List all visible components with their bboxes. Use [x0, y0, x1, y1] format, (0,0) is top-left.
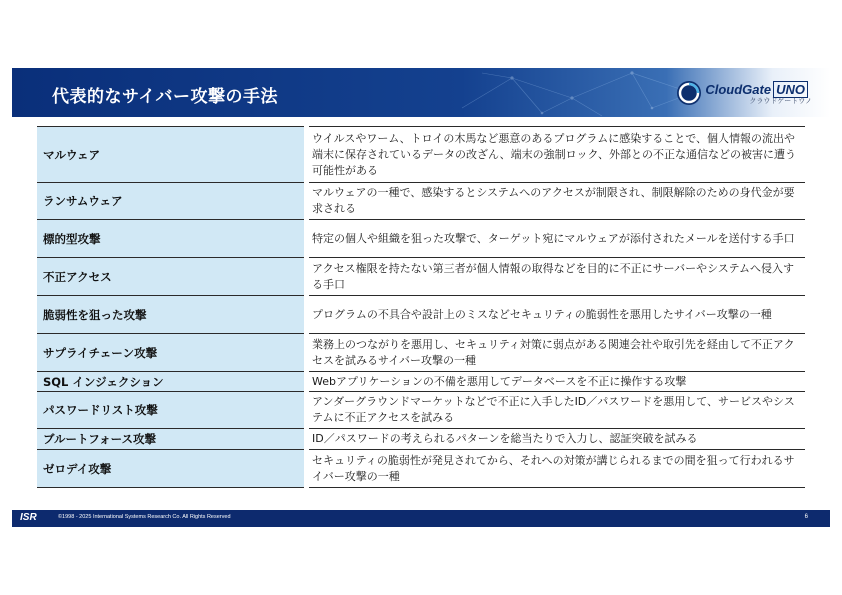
network-decoration-icon [452, 68, 712, 117]
method-description: 特定の個人や組織を狙った攻撃で、ターゲット宛にマルウェアが添付されたメールを送付する手口 [307, 220, 806, 258]
method-name: SQL インジェクション [37, 372, 307, 392]
cloudgate-logo [676, 78, 812, 108]
table-row [37, 450, 805, 488]
cloud-logo-icon [676, 80, 702, 106]
method-description: Webアプリケーションの不備を悪用してデータベースを不正に操作する攻撃 [307, 372, 806, 392]
slide-header [12, 68, 830, 117]
method-description: プログラムの不具合や設計上のミスなどセキュリティの脆弱性を悪用したサイバー攻撃の一種 [307, 296, 806, 334]
table-row [37, 392, 805, 429]
method-description: ID／パスワードの考えられるパターンを総当たりで入力し、認証突破を試みる [307, 429, 806, 450]
table-row [37, 183, 805, 220]
method-name: サプライチェーン攻撃 [37, 334, 307, 372]
method-name: ブルートフォース攻撃 [37, 429, 307, 450]
method-description: マルウェアの一種で、感染するとシステムへのアクセスが制限され、制限解除のための身代金が要求される [307, 183, 806, 220]
logo-uno: UNO [773, 81, 808, 98]
slide-footer [12, 510, 830, 527]
isr-logo: ISR [20, 512, 37, 523]
method-name: ゼロデイ攻撃 [37, 450, 307, 488]
table-row [37, 258, 805, 296]
method-name: 標的型攻撃 [37, 220, 307, 258]
table-row [37, 334, 805, 372]
method-description: アクセス権限を持たない第三者が個人情報の取得などを目的に不正にサーバーやシステムへ侵入する手口 [307, 258, 806, 296]
table-row [37, 429, 805, 450]
table-row [37, 296, 805, 334]
method-description: ウイルスやワーム、トロイの木馬など悪意のあるプログラムに感染することで、個人情報の流出や端末に保存されているデータの改ざん、端末の強制ロック、外部との不正な通信などの被害に遭う可能性がある [307, 127, 806, 183]
page-number: 6 [804, 514, 808, 520]
method-name: 不正アクセス [37, 258, 307, 296]
method-name: 脆弱性を狙った攻撃 [37, 296, 307, 334]
page-title: 代表的なサイバー攻撃の手法 [52, 87, 278, 107]
attack-methods-table [37, 126, 805, 488]
method-description: セキュリティの脆弱性が発見されてから、それへの対策が講じられるまでの間を狙って行われるサイバー攻撃の一種 [307, 450, 806, 488]
table-row [37, 372, 805, 392]
method-description: アンダーグラウンドマーケットなどで不正に入手したID／パスワードを悪用して、サービスやシステムに不正アクセスを試みる [307, 392, 806, 429]
logo-name: CloudGate [705, 82, 772, 97]
method-name: ランサムウェア [37, 183, 307, 220]
method-description: 業務上のつながりを悪用し、セキュリティ対策に弱点がある関連会社や取引先を経由して不正アクセスを試みるサイバー攻撃の一種 [307, 334, 806, 372]
logo-subtitle: クラウドゲートウノ [749, 97, 812, 105]
table-row [37, 127, 805, 183]
method-name: パスワードリスト攻撃 [37, 392, 307, 429]
table-row [37, 220, 805, 258]
method-name: マルウェア [37, 127, 307, 183]
copyright-text: ©1998 - 2025 International Systems Research Co. All Rights Reserved [58, 514, 231, 520]
